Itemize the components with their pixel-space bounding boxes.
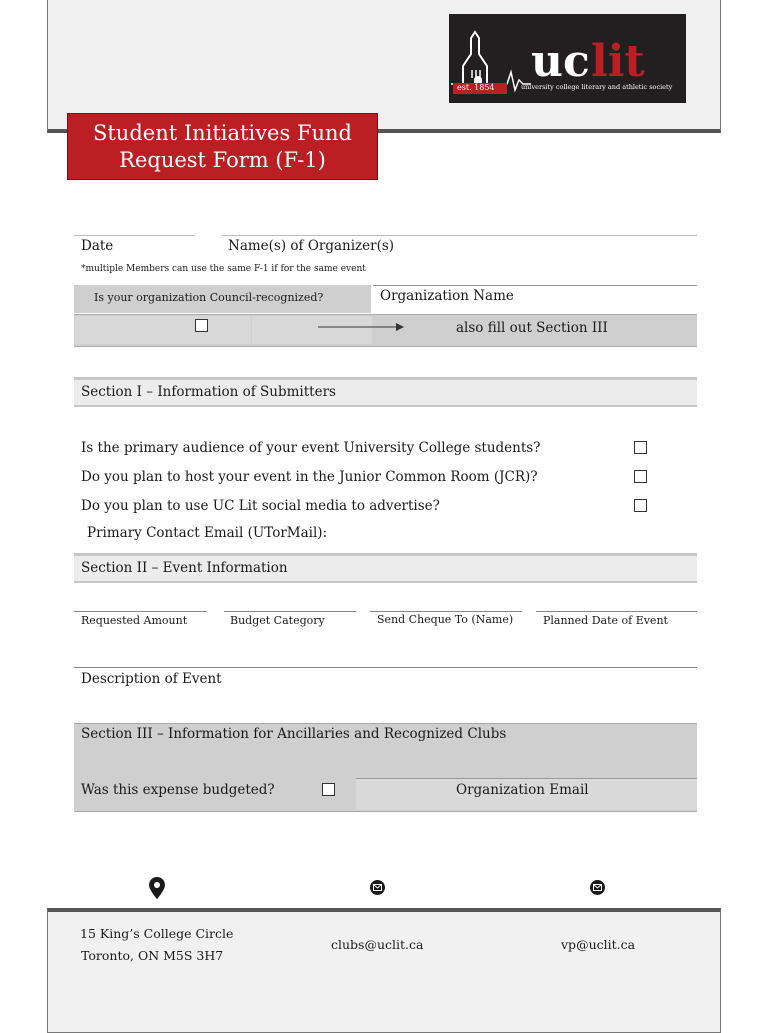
date-label: Date bbox=[81, 238, 114, 254]
mail-icon bbox=[370, 880, 385, 895]
address-line1: 15 King’s College Circle bbox=[80, 926, 234, 941]
form-title-line1: Student Initiatives Fund bbox=[92, 121, 353, 145]
clubs-email-link[interactable]: clubs@uclit.ca bbox=[331, 937, 424, 952]
organization-name-label: Organization Name bbox=[380, 288, 514, 304]
budgeted-checkbox[interactable] bbox=[322, 783, 335, 796]
jcr-checkbox[interactable] bbox=[634, 470, 647, 483]
section2-bar bbox=[74, 553, 697, 583]
organizers-note: *multiple Members can use the same F-1 if for the same event bbox=[81, 264, 366, 274]
council-cell-left bbox=[75, 316, 251, 344]
logo-tagline: university college literary and athletic society bbox=[521, 83, 673, 91]
organizers-field-line[interactable] bbox=[222, 235, 697, 236]
planned-date-line[interactable] bbox=[536, 611, 697, 612]
organization-email-label: Organization Email bbox=[456, 782, 589, 798]
address-line2: Toronto, ON M5S 3H7 bbox=[81, 948, 224, 963]
budgeted-question: Was this expense budgeted? bbox=[81, 782, 275, 798]
requested-amount-line[interactable] bbox=[74, 611, 207, 612]
question-social-media: Do you plan to use UC Lit social media to advertise? bbox=[81, 498, 440, 514]
social-media-checkbox[interactable] bbox=[634, 499, 647, 512]
svg-text:uc: uc bbox=[531, 36, 590, 87]
mail-icon bbox=[590, 880, 605, 895]
vp-email-link[interactable]: vp@uclit.ca bbox=[561, 937, 636, 952]
question-jcr: Do you plan to host your event in the Junior Common Room (JCR)? bbox=[81, 469, 538, 485]
council-note: also fill out Section III bbox=[456, 320, 608, 336]
cheque-to-line[interactable] bbox=[370, 611, 522, 612]
budget-category-label: Budget Category bbox=[230, 614, 325, 627]
organization-name-line[interactable] bbox=[373, 285, 697, 286]
section3-heading: Section III – Information for Ancillaries and Recognized Clubs bbox=[81, 726, 507, 742]
date-field-line[interactable] bbox=[74, 235, 195, 236]
section1-heading: Section I – Information of Submitters bbox=[81, 384, 336, 400]
svg-text:lit: lit bbox=[591, 36, 645, 87]
logo-established: est. 1854 bbox=[457, 83, 495, 92]
council-question: Is your organization Council-recognized? bbox=[94, 291, 324, 304]
description-line[interactable] bbox=[74, 667, 697, 668]
council-recognized-checkbox[interactable] bbox=[195, 319, 208, 332]
form-title-line2: Request Form (F-1) bbox=[119, 148, 326, 172]
organizers-label: Name(s) of Organizer(s) bbox=[228, 238, 395, 254]
primary-contact-email-label: Primary Contact Email (UTorMail): bbox=[87, 525, 328, 541]
uclit-logo bbox=[449, 14, 686, 103]
arrow-right-icon bbox=[318, 322, 404, 332]
form-title bbox=[67, 113, 378, 180]
budget-category-line[interactable] bbox=[224, 611, 356, 612]
cheque-to-label: Send Cheque To (Name) bbox=[377, 613, 514, 626]
description-label: Description of Event bbox=[81, 671, 222, 687]
primary-audience-checkbox[interactable] bbox=[634, 441, 647, 454]
location-pin-icon bbox=[149, 877, 165, 899]
section2-heading: Section II – Event Information bbox=[81, 560, 288, 576]
section1-bar bbox=[74, 377, 697, 407]
question-primary-audience: Is the primary audience of your event University College students? bbox=[81, 440, 541, 456]
requested-amount-label: Requested Amount bbox=[81, 614, 188, 627]
planned-date-label: Planned Date of Event bbox=[543, 614, 668, 627]
